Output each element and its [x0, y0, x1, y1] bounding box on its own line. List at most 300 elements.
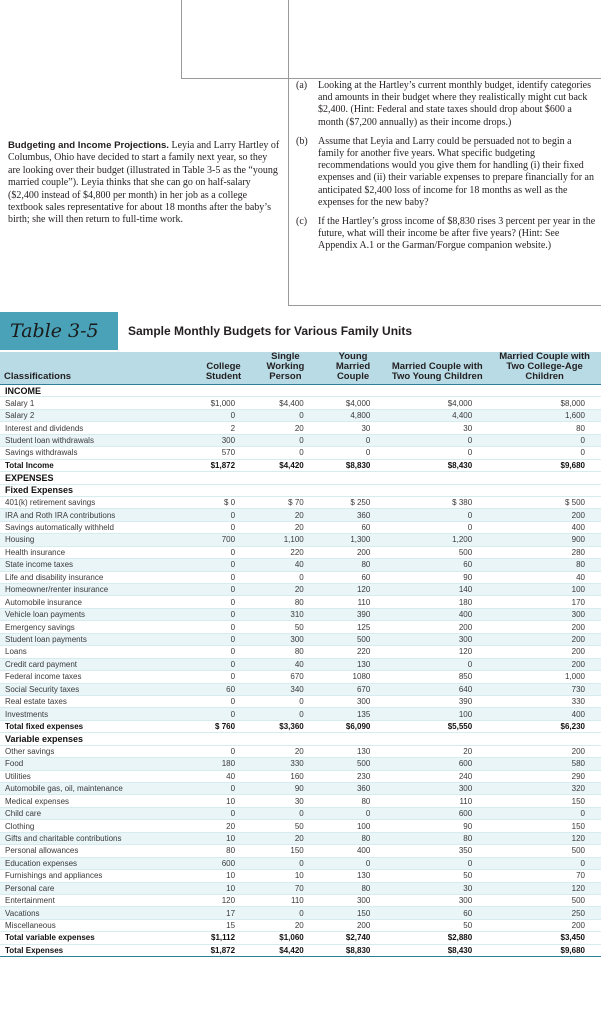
- cell-value: 0: [196, 409, 251, 421]
- cell-value: 80: [488, 422, 601, 434]
- header-college-student: College Student: [196, 352, 251, 385]
- row-label: Health insurance: [0, 546, 196, 558]
- cell-value: 30: [386, 422, 488, 434]
- cell-value: 130: [320, 745, 387, 757]
- cell-value: 150: [251, 845, 320, 857]
- row-label: Loans: [0, 646, 196, 658]
- table-row: [0, 546, 601, 558]
- table-tag: Table 3-5: [0, 312, 118, 350]
- section-header: [0, 484, 601, 496]
- cell-value: 60: [320, 571, 387, 583]
- table-row: [0, 509, 601, 521]
- cell-value: 100: [320, 820, 387, 832]
- header-college-children: Married Couple with Two College-Age Children: [488, 352, 601, 385]
- cell-value: 0: [320, 434, 387, 446]
- cell-value: 80: [386, 832, 488, 844]
- table-row: [0, 907, 601, 919]
- question-item: [296, 136, 596, 209]
- cell-value: 340: [251, 683, 320, 695]
- cell-value: 310: [251, 608, 320, 620]
- table-row: [0, 770, 601, 782]
- row-label: Total variable expenses: [0, 932, 196, 944]
- cell-value: 4,800: [320, 409, 387, 421]
- cell-value: 0: [196, 596, 251, 608]
- table-row: [0, 919, 601, 931]
- row-label: Utilities: [0, 770, 196, 782]
- header-young-married: Young Married Couple: [320, 352, 387, 385]
- cell-value: 300: [320, 894, 387, 906]
- cell-value: 10: [196, 832, 251, 844]
- table-row: [0, 409, 601, 421]
- cell-value: 80: [320, 832, 387, 844]
- cell-value: 400: [488, 708, 601, 720]
- cell-value: 110: [320, 596, 387, 608]
- cell-value: 0: [196, 608, 251, 620]
- table-row: [0, 708, 601, 720]
- cell-value: 90: [386, 571, 488, 583]
- cell-value: 200: [320, 546, 387, 558]
- problem-statement: [8, 140, 280, 227]
- table-row: [0, 683, 601, 695]
- cell-value: 400: [320, 845, 387, 857]
- cell-value: 0: [251, 695, 320, 707]
- cell-value: 0: [251, 907, 320, 919]
- row-label: Gifts and charitable contributions: [0, 832, 196, 844]
- cell-value: 400: [488, 521, 601, 533]
- cell-value: 0: [320, 857, 387, 869]
- cell-value: 170: [488, 596, 601, 608]
- cell-value: 70: [488, 870, 601, 882]
- cell-value: 120: [386, 646, 488, 658]
- row-label: Total Income: [0, 459, 196, 471]
- cell-value: 100: [386, 708, 488, 720]
- table-title: Sample Monthly Budgets for Various Family Units: [128, 324, 413, 338]
- cell-value: 80: [488, 559, 601, 571]
- cell-value: 160: [251, 770, 320, 782]
- table-row: [0, 534, 601, 546]
- cell-value: 500: [488, 845, 601, 857]
- row-label: IRA and Roth IRA contributions: [0, 509, 196, 521]
- table-row: [0, 671, 601, 683]
- cell-value: 0: [196, 633, 251, 645]
- row-label: Federal income taxes: [0, 671, 196, 683]
- cell-value: 80: [251, 646, 320, 658]
- table-title-bar: [0, 312, 601, 350]
- cell-value: 40: [488, 571, 601, 583]
- row-label: Child care: [0, 807, 196, 819]
- cell-value: 0: [196, 621, 251, 633]
- cell-value: 120: [488, 882, 601, 894]
- row-label: Savings automatically withheld: [0, 521, 196, 533]
- cell-value: 150: [488, 820, 601, 832]
- cell-value: 130: [320, 870, 387, 882]
- question-text: If the Hartley’s gross income of $8,830 rises 3 percent per year in the future, what will their income be after five years? (Hint: See Appendix A.1 or the Garman/Forgue companion website.): [318, 216, 596, 252]
- cell-value: 120: [320, 584, 387, 596]
- cell-value: $2,880: [386, 932, 488, 944]
- table-row: [0, 434, 601, 446]
- total-row: [0, 932, 601, 944]
- cell-value: 230: [320, 770, 387, 782]
- table-row: [0, 870, 601, 882]
- budget-table: [0, 352, 601, 957]
- cell-value: 0: [196, 646, 251, 658]
- cell-value: 250: [488, 907, 601, 919]
- row-label: Automobile gas, oil, maintenance: [0, 783, 196, 795]
- cell-value: $6,090: [320, 720, 387, 732]
- cell-value: 0: [488, 857, 601, 869]
- table-row: [0, 783, 601, 795]
- cell-value: $9,680: [488, 459, 601, 471]
- table-row: [0, 621, 601, 633]
- question-item: [296, 216, 596, 253]
- cell-value: 0: [386, 658, 488, 670]
- cell-value: 300: [386, 894, 488, 906]
- cell-value: 280: [488, 546, 601, 558]
- cell-value: 0: [196, 559, 251, 571]
- cell-value: 220: [251, 546, 320, 558]
- question-item: [296, 80, 596, 129]
- cell-value: 500: [386, 546, 488, 558]
- cell-value: 0: [196, 671, 251, 683]
- cell-value: 90: [251, 783, 320, 795]
- table-row: [0, 894, 601, 906]
- table-row: [0, 633, 601, 645]
- cell-value: 4,400: [386, 409, 488, 421]
- cell-value: 200: [488, 633, 601, 645]
- cell-value: 600: [386, 758, 488, 770]
- cell-value: $3,450: [488, 932, 601, 944]
- table-row: [0, 845, 601, 857]
- cell-value: 200: [488, 745, 601, 757]
- cell-value: 300: [196, 434, 251, 446]
- cell-value: 140: [386, 584, 488, 596]
- cell-value: 0: [251, 571, 320, 583]
- cell-value: 220: [320, 646, 387, 658]
- row-label: Personal allowances: [0, 845, 196, 857]
- cell-value: 2: [196, 422, 251, 434]
- cell-value: $1,060: [251, 932, 320, 944]
- cell-value: 200: [488, 621, 601, 633]
- cell-value: 0: [196, 708, 251, 720]
- cell-value: 125: [320, 621, 387, 633]
- cell-value: 0: [386, 857, 488, 869]
- cell-value: 1,600: [488, 409, 601, 421]
- cell-value: 300: [320, 695, 387, 707]
- cell-value: 0: [386, 434, 488, 446]
- cell-value: $1,112: [196, 932, 251, 944]
- cell-value: 0: [386, 447, 488, 459]
- cell-value: 0: [196, 521, 251, 533]
- cell-value: 700: [196, 534, 251, 546]
- cell-value: 900: [488, 534, 601, 546]
- row-label: Housing: [0, 534, 196, 546]
- cell-value: 40: [251, 658, 320, 670]
- cell-value: 30: [251, 795, 320, 807]
- cell-value: $1,872: [196, 459, 251, 471]
- cell-value: 300: [251, 633, 320, 645]
- cell-value: $8,430: [386, 459, 488, 471]
- cell-value: 20: [251, 521, 320, 533]
- section-header: [0, 733, 601, 745]
- cell-value: 0: [196, 584, 251, 596]
- cell-value: 80: [251, 596, 320, 608]
- cell-value: 70: [251, 882, 320, 894]
- cell-value: 200: [488, 658, 601, 670]
- cell-value: 20: [251, 509, 320, 521]
- cell-value: 30: [386, 882, 488, 894]
- row-label: Vehicle loan payments: [0, 608, 196, 620]
- table-row: [0, 584, 601, 596]
- cell-value: 110: [386, 795, 488, 807]
- row-label: Salary 1: [0, 397, 196, 409]
- cell-value: 90: [386, 820, 488, 832]
- row-label: 401(k) retirement savings: [0, 496, 196, 508]
- cell-value: 60: [196, 683, 251, 695]
- row-label: Miscellaneous: [0, 919, 196, 931]
- table-row: [0, 807, 601, 819]
- table-row: [0, 422, 601, 434]
- table-row: [0, 646, 601, 658]
- cell-value: 670: [320, 683, 387, 695]
- cell-value: 60: [320, 521, 387, 533]
- row-label: Food: [0, 758, 196, 770]
- table-row: [0, 571, 601, 583]
- cell-value: 240: [386, 770, 488, 782]
- cell-value: 1,200: [386, 534, 488, 546]
- cell-value: 20: [386, 745, 488, 757]
- question-list: [296, 80, 596, 260]
- cell-value: $8,830: [320, 459, 387, 471]
- table-row: [0, 832, 601, 844]
- cell-value: 360: [320, 783, 387, 795]
- cell-value: 0: [251, 708, 320, 720]
- row-label: State income taxes: [0, 559, 196, 571]
- section-header: [0, 472, 601, 484]
- section-title: EXPENSES: [0, 472, 601, 484]
- cell-value: 150: [488, 795, 601, 807]
- cell-value: 80: [196, 845, 251, 857]
- cell-value: 1,100: [251, 534, 320, 546]
- table-row: [0, 857, 601, 869]
- cell-value: 10: [196, 882, 251, 894]
- cell-value: $8,830: [320, 944, 387, 956]
- row-label: Real estate taxes: [0, 695, 196, 707]
- cell-value: 600: [386, 807, 488, 819]
- cell-value: 290: [488, 770, 601, 782]
- cell-value: 0: [196, 509, 251, 521]
- cell-value: 500: [488, 894, 601, 906]
- table-row: [0, 521, 601, 533]
- header-young-children: Married Couple with Two Young Children: [386, 352, 488, 385]
- cell-value: 200: [386, 621, 488, 633]
- cell-value: 850: [386, 671, 488, 683]
- table-row: [0, 795, 601, 807]
- cell-value: 130: [320, 658, 387, 670]
- cell-value: 0: [320, 447, 387, 459]
- table-row: [0, 608, 601, 620]
- cell-value: 0: [320, 807, 387, 819]
- cell-value: $4,000: [386, 397, 488, 409]
- header-single-working: Single Working Person: [251, 352, 320, 385]
- cell-value: 600: [196, 857, 251, 869]
- cell-value: 200: [488, 509, 601, 521]
- cell-value: 330: [251, 758, 320, 770]
- cell-value: 350: [386, 845, 488, 857]
- cell-value: 200: [488, 919, 601, 931]
- row-label: Savings withdrawals: [0, 447, 196, 459]
- cell-value: 0: [196, 783, 251, 795]
- cell-value: 1080: [320, 671, 387, 683]
- cell-value: 400: [386, 608, 488, 620]
- cell-value: $3,360: [251, 720, 320, 732]
- cell-value: 10: [251, 870, 320, 882]
- cell-value: $1,872: [196, 944, 251, 956]
- row-label: Credit card payment: [0, 658, 196, 670]
- cell-value: 135: [320, 708, 387, 720]
- question-label: (c): [296, 216, 308, 228]
- cell-value: 390: [320, 608, 387, 620]
- cell-value: $6,230: [488, 720, 601, 732]
- row-label: Homeowner/renter insurance: [0, 584, 196, 596]
- table-row: [0, 820, 601, 832]
- cell-value: 730: [488, 683, 601, 695]
- cell-value: 0: [251, 434, 320, 446]
- cell-value: 50: [386, 870, 488, 882]
- total-row: [0, 459, 601, 471]
- cell-value: 15: [196, 919, 251, 931]
- cell-value: $ 250: [320, 496, 387, 508]
- cell-value: 0: [251, 857, 320, 869]
- section-title: Fixed Expenses: [0, 484, 601, 496]
- row-label: Emergency savings: [0, 621, 196, 633]
- cell-value: 0: [196, 695, 251, 707]
- cell-value: 300: [386, 633, 488, 645]
- cell-value: 0: [196, 571, 251, 583]
- row-label: Vacations: [0, 907, 196, 919]
- row-label: Entertainment: [0, 894, 196, 906]
- cell-value: 670: [251, 671, 320, 683]
- cell-value: $8,430: [386, 944, 488, 956]
- cell-value: $ 0: [196, 496, 251, 508]
- cell-value: $ 500: [488, 496, 601, 508]
- problem-body: Leyia and Larry Hartley of Columbus, Ohio have decided to start a family next year, so they are looking over their budget (illustrated in Table 3-5 as the “young married couple”). Leyia thinks that she can go on half-salary ($2,400 instead of $4,800 per month) in her job as a college textbook sales representative for about 18 months after the baby’s birth; she will then return to full-time work.: [8, 140, 280, 226]
- cell-value: 0: [386, 509, 488, 521]
- cell-value: 0: [251, 807, 320, 819]
- table-row: [0, 559, 601, 571]
- cell-value: $ 70: [251, 496, 320, 508]
- cell-value: 0: [196, 658, 251, 670]
- cell-value: 180: [196, 758, 251, 770]
- cell-value: $ 760: [196, 720, 251, 732]
- cell-value: $4,400: [251, 397, 320, 409]
- cell-value: 580: [488, 758, 601, 770]
- cell-value: 0: [251, 409, 320, 421]
- cell-value: $2,740: [320, 932, 387, 944]
- total-row: [0, 720, 601, 732]
- cell-value: 300: [386, 783, 488, 795]
- table-row: [0, 496, 601, 508]
- cell-value: 500: [320, 633, 387, 645]
- section-title: Variable expenses: [0, 733, 601, 745]
- cell-value: 500: [320, 758, 387, 770]
- cell-value: 330: [488, 695, 601, 707]
- row-label: Medical expenses: [0, 795, 196, 807]
- table-row: [0, 397, 601, 409]
- cell-value: 0: [196, 807, 251, 819]
- cell-value: 110: [251, 894, 320, 906]
- table-row: [0, 745, 601, 757]
- cell-value: 80: [320, 795, 387, 807]
- table-header-row: [0, 352, 601, 385]
- cell-value: 50: [386, 919, 488, 931]
- cell-value: $1,000: [196, 397, 251, 409]
- grand-total-row: [0, 944, 601, 956]
- question-text: Assume that Leyia and Larry could be persuaded not to begin a family for another five years. What specific budgeting recommendations would you give them for handling (i) their fixed expenses and (ii) their variable expenses to prepare financially for an anticipated $2,400 loss of income for 18 months as well as the expenses for the new baby?: [318, 135, 594, 208]
- table-row: [0, 882, 601, 894]
- row-label: Interest and dividends: [0, 422, 196, 434]
- row-label: Total Expenses: [0, 944, 196, 956]
- cell-value: 570: [196, 447, 251, 459]
- cell-value: 1,000: [488, 671, 601, 683]
- cell-value: 0: [488, 434, 601, 446]
- row-label: Student loan payments: [0, 633, 196, 645]
- cell-value: $ 380: [386, 496, 488, 508]
- row-label: Furnishings and appliances: [0, 870, 196, 882]
- cell-value: 640: [386, 683, 488, 695]
- row-label: Automobile insurance: [0, 596, 196, 608]
- cell-value: 120: [488, 832, 601, 844]
- cell-value: 320: [488, 783, 601, 795]
- cell-value: 120: [196, 894, 251, 906]
- table-row: [0, 758, 601, 770]
- cell-value: 200: [488, 646, 601, 658]
- question-text: Looking at the Hartley’s current monthly budget, identify categories and amounts in their budget where they realistically might cut back $2,400. (Hint: Federal and state taxes should drop about $600 a month ($7,200 annually) as their income drops.): [318, 80, 591, 128]
- cell-value: 0: [386, 521, 488, 533]
- cell-value: 50: [251, 820, 320, 832]
- cell-value: 20: [251, 919, 320, 931]
- cell-value: $4,420: [251, 459, 320, 471]
- cell-value: 300: [488, 608, 601, 620]
- cell-value: 50: [251, 621, 320, 633]
- table-row: [0, 447, 601, 459]
- row-label: Clothing: [0, 820, 196, 832]
- cell-value: 360: [320, 509, 387, 521]
- cell-value: 10: [196, 870, 251, 882]
- cell-value: 0: [488, 807, 601, 819]
- cell-value: 60: [386, 907, 488, 919]
- cell-value: 30: [320, 422, 387, 434]
- cell-value: 10: [196, 795, 251, 807]
- table-row: [0, 658, 601, 670]
- cell-value: $9,680: [488, 944, 601, 956]
- cell-value: 390: [386, 695, 488, 707]
- cell-value: 17: [196, 907, 251, 919]
- question-label: (b): [296, 135, 308, 147]
- row-label: Investments: [0, 708, 196, 720]
- cell-value: 20: [196, 820, 251, 832]
- cell-value: 20: [251, 832, 320, 844]
- header-classifications: Classifications: [0, 352, 196, 385]
- cell-value: 40: [251, 559, 320, 571]
- row-label: Student loan withdrawals: [0, 434, 196, 446]
- cell-value: $4,000: [320, 397, 387, 409]
- row-label: Salary 2: [0, 409, 196, 421]
- table-row: [0, 596, 601, 608]
- cell-value: 180: [386, 596, 488, 608]
- cell-value: 200: [320, 919, 387, 931]
- section-header: [0, 385, 601, 397]
- row-label: Other savings: [0, 745, 196, 757]
